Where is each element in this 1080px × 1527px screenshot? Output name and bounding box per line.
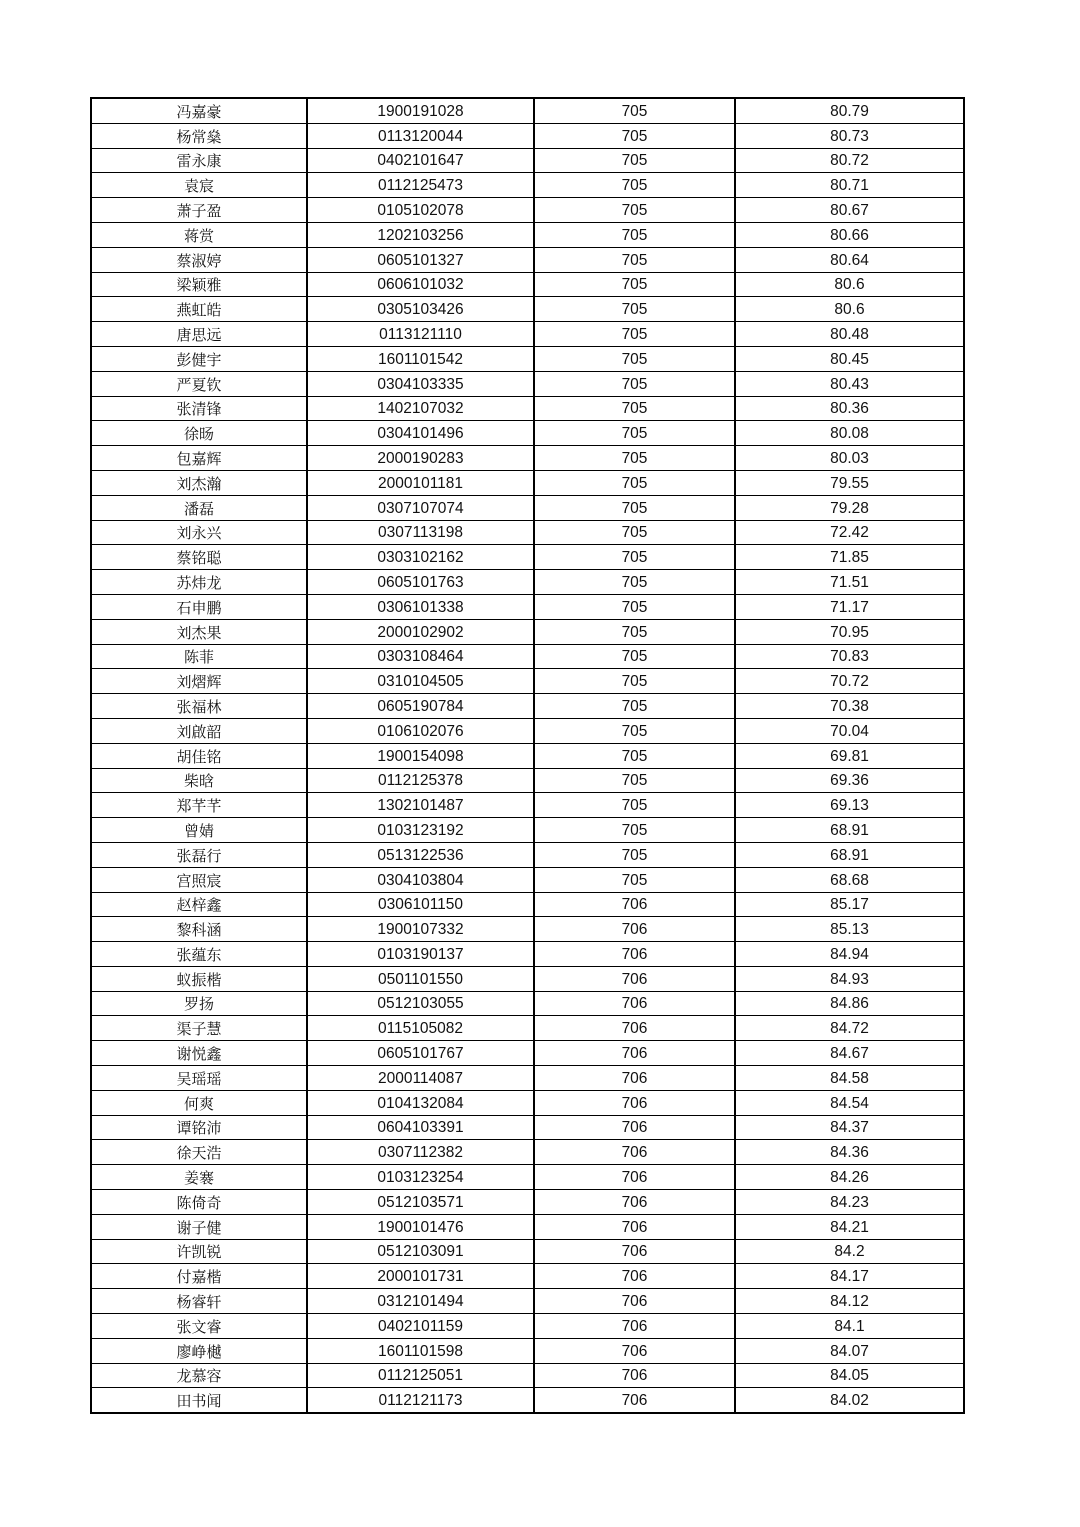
name-cell: 渠子慧	[91, 1016, 307, 1041]
id-cell: 0605101327	[307, 247, 534, 272]
score-cell: 84.12	[735, 1289, 964, 1314]
name-cell: 冯嘉豪	[91, 98, 307, 123]
code-cell: 705	[534, 198, 735, 223]
name-cell: 徐天浩	[91, 1140, 307, 1165]
score-cell: 70.95	[735, 619, 964, 644]
table-row	[91, 396, 964, 421]
table-row	[91, 1388, 964, 1413]
name-cell: 柴晗	[91, 768, 307, 793]
code-cell: 705	[534, 446, 735, 471]
table-row	[91, 892, 964, 917]
table-row	[91, 942, 964, 967]
score-cell: 84.72	[735, 1016, 964, 1041]
table-body	[91, 98, 964, 1413]
id-cell: 0512103055	[307, 991, 534, 1016]
score-cell: 84.93	[735, 966, 964, 991]
name-cell: 何爽	[91, 1090, 307, 1115]
score-cell: 84.86	[735, 991, 964, 1016]
code-cell: 706	[534, 1190, 735, 1215]
code-cell: 706	[534, 1363, 735, 1388]
name-cell: 田书闻	[91, 1388, 307, 1413]
id-cell: 0304103804	[307, 867, 534, 892]
code-cell: 705	[534, 495, 735, 520]
name-cell: 吴瑶瑶	[91, 1066, 307, 1091]
id-cell: 1900191028	[307, 98, 534, 123]
id-cell: 1900107332	[307, 917, 534, 942]
table-row	[91, 222, 964, 247]
code-cell: 705	[534, 669, 735, 694]
id-cell: 0106102076	[307, 718, 534, 743]
table-row	[91, 1115, 964, 1140]
id-cell: 0113120044	[307, 123, 534, 148]
score-cell: 79.28	[735, 495, 964, 520]
name-cell: 刘杰果	[91, 619, 307, 644]
table-row	[91, 768, 964, 793]
table-row	[91, 1314, 964, 1339]
table-row	[91, 1214, 964, 1239]
table-row	[91, 520, 964, 545]
score-cell: 80.79	[735, 98, 964, 123]
table-row	[91, 123, 964, 148]
id-cell: 1202103256	[307, 222, 534, 247]
name-cell: 张蕴东	[91, 942, 307, 967]
id-cell: 2000101181	[307, 470, 534, 495]
table-row	[91, 644, 964, 669]
code-cell: 705	[534, 247, 735, 272]
code-cell: 705	[534, 520, 735, 545]
code-cell: 705	[534, 743, 735, 768]
name-cell: 严夏钦	[91, 371, 307, 396]
id-cell: 0105102078	[307, 198, 534, 223]
code-cell: 705	[534, 272, 735, 297]
name-cell: 张磊行	[91, 842, 307, 867]
code-cell: 705	[534, 396, 735, 421]
name-cell: 梁颖雅	[91, 272, 307, 297]
table-row	[91, 346, 964, 371]
score-cell: 84.58	[735, 1066, 964, 1091]
score-cell: 68.68	[735, 867, 964, 892]
name-cell: 廖峥樾	[91, 1338, 307, 1363]
score-cell: 72.42	[735, 520, 964, 545]
id-cell: 0512103571	[307, 1190, 534, 1215]
table-row	[91, 446, 964, 471]
code-cell: 705	[534, 173, 735, 198]
name-cell: 黎科涵	[91, 917, 307, 942]
id-cell: 0113121110	[307, 322, 534, 347]
id-cell: 1402107032	[307, 396, 534, 421]
score-cell: 80.67	[735, 198, 964, 223]
id-cell: 1900101476	[307, 1214, 534, 1239]
code-cell: 706	[534, 1165, 735, 1190]
code-cell: 706	[534, 1140, 735, 1165]
code-cell: 706	[534, 1264, 735, 1289]
name-cell: 张清锋	[91, 396, 307, 421]
id-cell: 0605101767	[307, 1041, 534, 1066]
name-cell: 石申鹏	[91, 594, 307, 619]
score-cell: 70.83	[735, 644, 964, 669]
code-cell: 705	[534, 842, 735, 867]
id-cell: 0605190784	[307, 694, 534, 719]
name-cell: 徐旸	[91, 421, 307, 446]
score-cell: 84.02	[735, 1388, 964, 1413]
name-cell: 张文睿	[91, 1314, 307, 1339]
score-cell: 69.36	[735, 768, 964, 793]
id-cell: 0103123192	[307, 818, 534, 843]
id-cell: 0307107074	[307, 495, 534, 520]
name-cell: 刘永兴	[91, 520, 307, 545]
table-row	[91, 495, 964, 520]
id-cell: 0402101647	[307, 148, 534, 173]
table-row	[91, 1066, 964, 1091]
id-cell: 1601101598	[307, 1338, 534, 1363]
name-cell: 蔡铭聪	[91, 545, 307, 570]
score-cell: 70.38	[735, 694, 964, 719]
name-cell: 龙慕容	[91, 1363, 307, 1388]
name-cell: 罗扬	[91, 991, 307, 1016]
code-cell: 705	[534, 98, 735, 123]
score-cell: 85.13	[735, 917, 964, 942]
code-cell: 705	[534, 694, 735, 719]
id-cell: 2000101731	[307, 1264, 534, 1289]
table-row	[91, 1090, 964, 1115]
table-row	[91, 818, 964, 843]
id-cell: 0303102162	[307, 545, 534, 570]
table-row	[91, 669, 964, 694]
name-cell: 陈菲	[91, 644, 307, 669]
table-row	[91, 1190, 964, 1215]
score-cell: 79.55	[735, 470, 964, 495]
score-cell: 80.66	[735, 222, 964, 247]
id-cell: 0402101159	[307, 1314, 534, 1339]
name-cell: 彭健宇	[91, 346, 307, 371]
table-row	[91, 247, 964, 272]
table-row	[91, 421, 964, 446]
name-cell: 宫照宸	[91, 867, 307, 892]
code-cell: 705	[534, 297, 735, 322]
id-cell: 0512103091	[307, 1239, 534, 1264]
table-row	[91, 545, 964, 570]
code-cell: 705	[534, 322, 735, 347]
table-row	[91, 991, 964, 1016]
score-cell: 80.72	[735, 148, 964, 173]
id-cell: 2000190283	[307, 446, 534, 471]
id-cell: 0304103335	[307, 371, 534, 396]
table-row	[91, 619, 964, 644]
code-cell: 705	[534, 148, 735, 173]
id-cell: 0112125378	[307, 768, 534, 793]
score-cell: 71.17	[735, 594, 964, 619]
name-cell: 付嘉楷	[91, 1264, 307, 1289]
code-cell: 706	[534, 1239, 735, 1264]
score-cell: 84.21	[735, 1214, 964, 1239]
code-cell: 705	[534, 123, 735, 148]
score-cell: 68.91	[735, 842, 964, 867]
name-cell: 唐思远	[91, 322, 307, 347]
id-cell: 0513122536	[307, 842, 534, 867]
id-cell: 0304101496	[307, 421, 534, 446]
code-cell: 706	[534, 966, 735, 991]
code-cell: 705	[534, 222, 735, 247]
table-row	[91, 718, 964, 743]
id-cell: 0104132084	[307, 1090, 534, 1115]
id-cell: 0307112382	[307, 1140, 534, 1165]
name-cell: 谭铭沛	[91, 1115, 307, 1140]
score-cell: 80.6	[735, 297, 964, 322]
name-cell: 雷永康	[91, 148, 307, 173]
id-cell: 2000114087	[307, 1066, 534, 1091]
code-cell: 706	[534, 892, 735, 917]
table-row	[91, 1289, 964, 1314]
table-row	[91, 570, 964, 595]
id-cell: 0305103426	[307, 297, 534, 322]
table-row	[91, 1239, 964, 1264]
score-cell: 80.03	[735, 446, 964, 471]
id-cell: 1302101487	[307, 793, 534, 818]
name-cell: 谢子健	[91, 1214, 307, 1239]
score-cell: 80.08	[735, 421, 964, 446]
name-cell: 张福林	[91, 694, 307, 719]
code-cell: 706	[534, 1289, 735, 1314]
id-cell: 0307113198	[307, 520, 534, 545]
score-cell: 71.85	[735, 545, 964, 570]
id-cell: 0604103391	[307, 1115, 534, 1140]
name-cell: 胡佳铭	[91, 743, 307, 768]
name-cell: 许凯锐	[91, 1239, 307, 1264]
code-cell: 706	[534, 1338, 735, 1363]
score-cell: 80.73	[735, 123, 964, 148]
score-cell: 84.67	[735, 1041, 964, 1066]
name-cell: 刘熠辉	[91, 669, 307, 694]
score-cell: 84.94	[735, 942, 964, 967]
table-row	[91, 322, 964, 347]
score-cell: 69.13	[735, 793, 964, 818]
table-row	[91, 371, 964, 396]
code-cell: 706	[534, 1314, 735, 1339]
table-row	[91, 842, 964, 867]
name-cell: 蒋赏	[91, 222, 307, 247]
table-row	[91, 1140, 964, 1165]
score-cell: 84.05	[735, 1363, 964, 1388]
table-row	[91, 173, 964, 198]
table-row	[91, 1165, 964, 1190]
id-cell: 0310104505	[307, 669, 534, 694]
table-row	[91, 793, 964, 818]
table-row	[91, 98, 964, 123]
score-cell: 80.71	[735, 173, 964, 198]
code-cell: 705	[534, 421, 735, 446]
id-cell: 2000102902	[307, 619, 534, 644]
id-cell: 0103190137	[307, 942, 534, 967]
name-cell: 杨睿轩	[91, 1289, 307, 1314]
table-row	[91, 198, 964, 223]
code-cell: 705	[534, 768, 735, 793]
score-cell: 84.07	[735, 1338, 964, 1363]
score-cell: 84.54	[735, 1090, 964, 1115]
code-cell: 706	[534, 1090, 735, 1115]
score-cell: 84.1	[735, 1314, 964, 1339]
name-cell: 蔡淑婷	[91, 247, 307, 272]
name-cell: 萧子盈	[91, 198, 307, 223]
score-cell: 80.64	[735, 247, 964, 272]
name-cell: 郑芊芊	[91, 793, 307, 818]
code-cell: 706	[534, 1041, 735, 1066]
name-cell: 刘杰瀚	[91, 470, 307, 495]
name-cell: 杨常燊	[91, 123, 307, 148]
code-cell: 706	[534, 942, 735, 967]
code-cell: 705	[534, 346, 735, 371]
table-row	[91, 272, 964, 297]
score-cell: 70.72	[735, 669, 964, 694]
score-cell: 80.43	[735, 371, 964, 396]
code-cell: 705	[534, 718, 735, 743]
score-cell: 68.91	[735, 818, 964, 843]
code-cell: 706	[534, 1115, 735, 1140]
id-cell: 0112125473	[307, 173, 534, 198]
table-row	[91, 694, 964, 719]
code-cell: 706	[534, 1066, 735, 1091]
code-cell: 706	[534, 1214, 735, 1239]
code-cell: 705	[534, 818, 735, 843]
score-cell: 84.36	[735, 1140, 964, 1165]
code-cell: 705	[534, 545, 735, 570]
id-cell: 0115105082	[307, 1016, 534, 1041]
table-row	[91, 1338, 964, 1363]
id-cell: 0312101494	[307, 1289, 534, 1314]
id-cell: 1900154098	[307, 743, 534, 768]
code-cell: 705	[534, 594, 735, 619]
id-cell: 1601101542	[307, 346, 534, 371]
score-table	[90, 97, 965, 1414]
name-cell: 蚁振楷	[91, 966, 307, 991]
id-cell: 0306101338	[307, 594, 534, 619]
table-row	[91, 1363, 964, 1388]
id-cell: 0303108464	[307, 644, 534, 669]
score-cell: 84.17	[735, 1264, 964, 1289]
table-row	[91, 1264, 964, 1289]
name-cell: 姜褰	[91, 1165, 307, 1190]
table-row	[91, 1041, 964, 1066]
score-cell: 80.6	[735, 272, 964, 297]
id-cell: 0103123254	[307, 1165, 534, 1190]
id-cell: 0606101032	[307, 272, 534, 297]
table-row	[91, 297, 964, 322]
name-cell: 谢悦鑫	[91, 1041, 307, 1066]
score-cell: 80.45	[735, 346, 964, 371]
id-cell: 0306101150	[307, 892, 534, 917]
name-cell: 苏炜龙	[91, 570, 307, 595]
score-cell: 80.48	[735, 322, 964, 347]
score-cell: 84.37	[735, 1115, 964, 1140]
id-cell: 0112125051	[307, 1363, 534, 1388]
score-cell: 84.2	[735, 1239, 964, 1264]
code-cell: 705	[534, 619, 735, 644]
name-cell: 曾婧	[91, 818, 307, 843]
name-cell: 燕虹皓	[91, 297, 307, 322]
table-row	[91, 743, 964, 768]
code-cell: 705	[534, 371, 735, 396]
table-row	[91, 594, 964, 619]
table-row	[91, 966, 964, 991]
table-row	[91, 917, 964, 942]
name-cell: 包嘉辉	[91, 446, 307, 471]
code-cell: 705	[534, 793, 735, 818]
name-cell: 陈倚奇	[91, 1190, 307, 1215]
score-cell: 70.04	[735, 718, 964, 743]
table-row	[91, 470, 964, 495]
code-cell: 706	[534, 917, 735, 942]
table-row	[91, 1016, 964, 1041]
score-cell: 85.17	[735, 892, 964, 917]
code-cell: 706	[534, 991, 735, 1016]
code-cell: 705	[534, 570, 735, 595]
code-cell: 706	[534, 1388, 735, 1413]
table-row	[91, 867, 964, 892]
name-cell: 潘磊	[91, 495, 307, 520]
score-cell: 80.36	[735, 396, 964, 421]
id-cell: 0605101763	[307, 570, 534, 595]
name-cell: 刘啟韶	[91, 718, 307, 743]
score-cell: 69.81	[735, 743, 964, 768]
id-cell: 0501101550	[307, 966, 534, 991]
id-cell: 0112121173	[307, 1388, 534, 1413]
score-cell: 84.23	[735, 1190, 964, 1215]
code-cell: 705	[534, 644, 735, 669]
code-cell: 706	[534, 1016, 735, 1041]
score-cell: 71.51	[735, 570, 964, 595]
score-cell: 84.26	[735, 1165, 964, 1190]
code-cell: 705	[534, 867, 735, 892]
code-cell: 705	[534, 470, 735, 495]
name-cell: 袁宸	[91, 173, 307, 198]
table-row	[91, 148, 964, 173]
name-cell: 赵梓鑫	[91, 892, 307, 917]
